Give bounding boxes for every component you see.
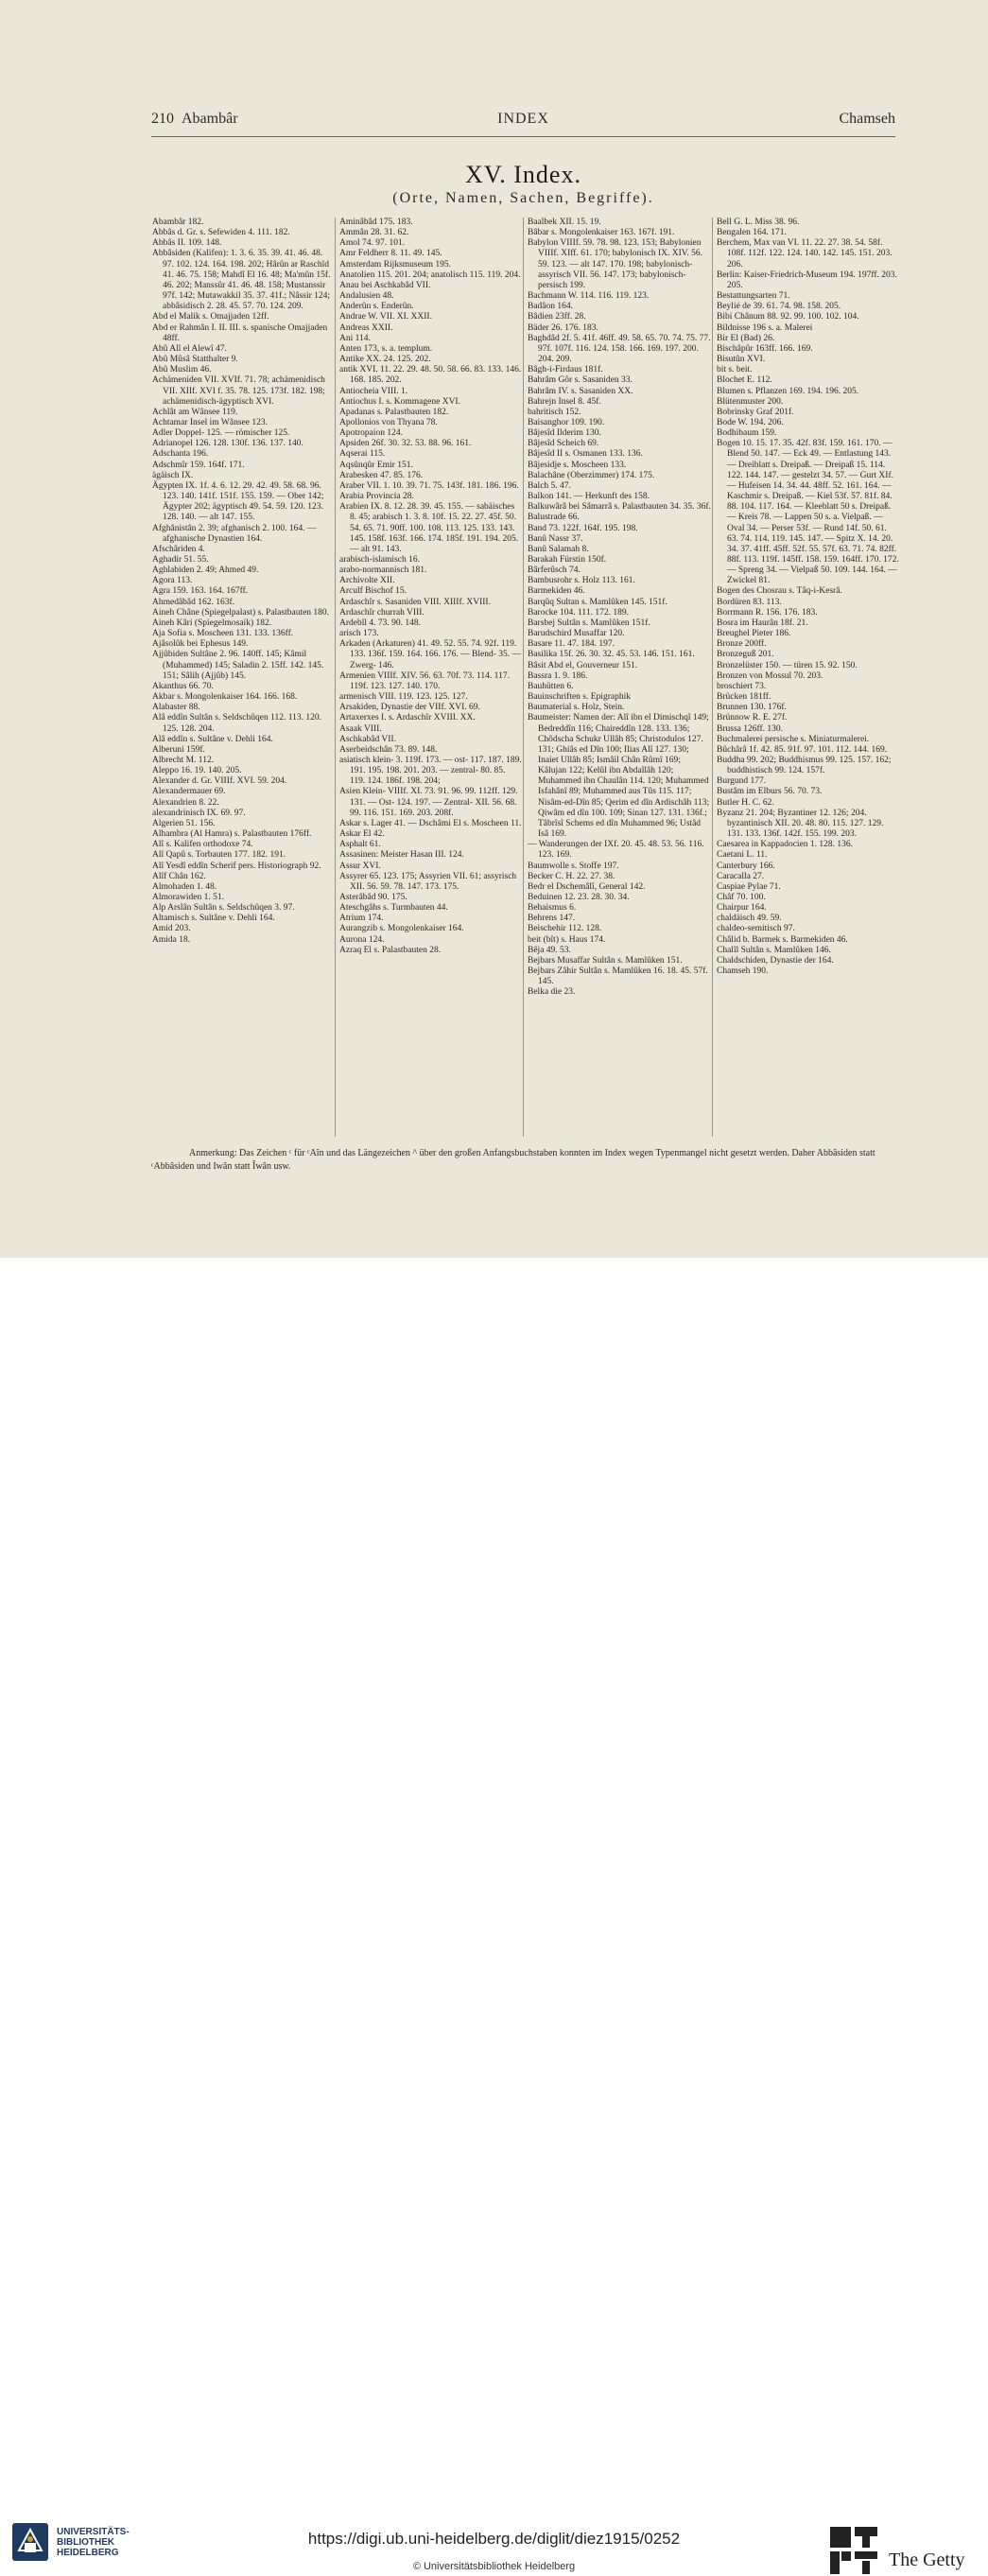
index-entry: Bordüren 83. 113. xyxy=(717,597,782,607)
index-entry: Ahmedâbâd 162. 163f. xyxy=(152,597,235,607)
index-subtitle: (Orte, Namen, Sachen, Begriffe). xyxy=(392,190,654,206)
index-entry: Baumaterial s. Holz, Stein. xyxy=(528,703,625,713)
index-entry: Bäder 26. 176. 183. xyxy=(528,322,598,333)
index-entry: Bischâpûr 163ff. 166. 169. xyxy=(717,343,813,354)
index-entry: Bedr el Dschemâlî, General 142. xyxy=(528,881,646,892)
index-entry: alexandrinisch IX. 69. 97. xyxy=(152,808,246,818)
index-entry: Baghdâd 2f. 5. 41f. 46ff. 49. 58. 65. 70. 74. 75. 77. 97f. 107f. 116. 124. 158. 166. 169. 197. 200. 204. 209. xyxy=(528,333,711,365)
index-entry: Brussa 126ff. 130. xyxy=(717,723,784,734)
index-entry: Chaldschiden, Dynastie der 164. xyxy=(717,955,834,966)
footnote: Anmerkung: Das Zeichen ᶜ für ᶜAîn und das Längezeichen ^ über den großen Anfangsbuchstaben konnten im Index wegen Typenmangel nicht gesetzt werden. Daher Abbâsiden statt ᶜAbbâsiden und Iwân statt Îwân usw. xyxy=(151,1148,875,1172)
index-entry: Bauinschriften s. Epigraphik xyxy=(528,692,631,703)
index-entry: Barqûq Sultan s. Mamlûken 145. 151f. xyxy=(528,597,667,607)
index-entry: Ardaschîr churrah VIII. xyxy=(339,607,425,618)
index-entry: Borrmann R. 156. 176. 183. xyxy=(717,607,818,618)
index-entry: Bildnisse 196 s. a. Malerei xyxy=(717,322,813,333)
index-entry: Aurona 124. xyxy=(339,934,385,945)
index-entry: Abû Alî el Alewî 47. xyxy=(152,343,227,354)
index-entry: Adrianopel 126. 128. 130f. 136. 137. 140. xyxy=(152,439,303,449)
index-entry: Baumwolle s. Stoffe 197. xyxy=(528,861,619,871)
index-entry: Atrium 174. xyxy=(339,914,384,924)
column-rule xyxy=(712,218,713,1137)
index-entry: Amida 18. xyxy=(152,934,191,945)
index-entry: Becker C. H. 22. 27. 38. xyxy=(528,871,615,881)
index-entry: Barakah Fürstin 150f. xyxy=(528,555,607,565)
index-entry: Assyrer 65. 123. 175; Assyrien VII. 61; assyrisch XII. 56. 59. 78. 147. 173. 175. xyxy=(339,871,517,892)
index-entry: Albrecht M. 112. xyxy=(152,755,215,765)
index-entry: Aghlabiden 2. 49; Ahmed 49. xyxy=(152,566,259,576)
index-entry: ägäisch IX. xyxy=(152,470,194,480)
index-entry: Asaak VIII. xyxy=(339,723,382,734)
index-entry: Arculf Bischof 15. xyxy=(339,586,407,597)
index-entry: Bronzen von Mossul 70. 203. xyxy=(717,670,823,681)
index-entry: Brunnen 130. 176f. xyxy=(717,703,787,713)
index-entry: Beylié de 39. 61. 74. 98. 158. 205. xyxy=(717,302,841,312)
index-entry: Andrae W. VII. XI. XXII. xyxy=(339,312,432,322)
index-entry: Bell G. L. Miss 38. 96. xyxy=(717,218,800,227)
index-entry: Archivolte XII. xyxy=(339,576,395,586)
index-entry: Blütenmuster 200. xyxy=(717,396,784,407)
index-entry: Bêja 49. 53. xyxy=(528,945,571,955)
index-entry: Apadanas s. Palastbauten 182. xyxy=(339,407,449,417)
index-entry: Chamseh 190. xyxy=(717,966,769,977)
index-entry: Bronzeguß 201. xyxy=(717,650,774,660)
index-entry: Caracalla 27. xyxy=(717,871,765,881)
page-number: 210 Abambâr xyxy=(151,111,238,127)
index-entry: Burgund 177. xyxy=(717,776,767,787)
index-entry: Bâsit Abd el, Gouverneur 151. xyxy=(528,660,638,670)
index-entry: Ateschgâhs s. Turmbauten 44. xyxy=(339,903,448,914)
index-entry: Bassra 1. 9. 186. xyxy=(528,670,588,681)
index-entry: Agra 159. 163. 164. 167ff. xyxy=(152,586,249,597)
index-entry: Anatolien 115. 201. 204; anatolisch 115. 119. 204. xyxy=(339,270,521,280)
index-entry: Alabaster 88. xyxy=(152,703,200,713)
index-entry: Aurangzib s. Mongolenkaiser 164. xyxy=(339,924,464,934)
index-entry: Apotropaion 124. xyxy=(339,428,404,439)
index-entry: Alhambra (Al Hamra) s. Palastbauten 176ff. xyxy=(152,829,312,840)
index-entry: Caetani L. 11. xyxy=(717,850,768,861)
index-entry: Châf 70. 100. xyxy=(717,893,766,902)
index-entry: Bâbar s. Mongolenkaiser 163. 167f. 191. xyxy=(528,228,675,238)
index-entry: Alexandrien 8. 22. xyxy=(152,797,219,808)
index-entry: beit (bît) s. Haus 174. xyxy=(528,934,606,945)
viewer-footer xyxy=(0,1258,988,2572)
index-entry: Antike XX. 24. 125. 202. xyxy=(339,355,431,365)
index-entry: Balch 5. 47. xyxy=(528,480,571,491)
index-column-4 xyxy=(717,218,900,1144)
index-entry: Bustâm im Elburs 56. 70. 73. xyxy=(717,787,823,797)
right-keyword: Chamseh xyxy=(839,111,895,127)
index-entry: chaldäisch 49. 59. xyxy=(717,914,782,924)
index-entry: Almohaden 1. 48. xyxy=(152,881,217,892)
index-entry: Basare 11. 47. 184. 197. xyxy=(528,639,615,650)
index-entry: Altamisch s. Sultâne v. Dehli 164. xyxy=(152,914,275,924)
index-entry: Bâjesîd Ilderim 130. xyxy=(528,428,601,439)
index-entry: Alberuni 159f. xyxy=(152,744,205,755)
index-entry: Chalîl Sultân s. Mamlûken 146. xyxy=(717,945,831,955)
index-entry: Aghadir 51. 55. xyxy=(152,555,209,565)
index-entry: Behrens 147. xyxy=(528,914,576,924)
index-entry: Baumeister: Namen der: Alî ibn el Dimischqî 149; Bedreddîn 116; Chaireddîn 128. 133. 136; Chôdscha Schukr Ullâh 85; Christodulos 127. 131; Ghiâs ed Dîn 100; Ilias Alî 127. 130; Inaiet Ullâh 85; Ismâil Chân Rûmî 169; Kâlujan 122; Kelûl ibn Abdallâh 120; Muhammed ibn Chaulân 114. 120; Muhammed Isfahânî 89; Muhammed aus Tûs 115. 117; Nisâm-ed-Dîn 85; Qerim ed dîn Ardischâh 113; Qiwâm ed dîn 100. 109; Sinan 127. 131. 136f.; Tâbrîsî Schems ed dîn Muhammed 96; Ustâd Isâ 169. xyxy=(528,713,710,840)
index-entry: chaldeo-semitisch 97. xyxy=(717,924,795,934)
index-entry: Abd er Rahmân I. II. III. s. spanische Omajjaden 48ff. xyxy=(152,322,328,343)
index-entry: Châlid b. Barmek s. Barmekiden 46. xyxy=(717,934,848,945)
index-entry: Arkaden (Arkaturen) 41. 49. 52. 55. 74. 92f. 119. 133. 136f. 159. 164. 166. 176. — Blend- 35. — Zwerg- 146. xyxy=(339,639,522,670)
index-entry: Chairpur 164. xyxy=(717,903,767,914)
index-entry: Adschanta 196. xyxy=(152,449,209,460)
index-entry: Abd el Malik s. Omajjaden 12ff. xyxy=(152,312,269,322)
index-entry: Anau bei Aschkabâd VII. xyxy=(339,280,431,290)
index-entry: Buddha 99. 202; Buddhismus 99. 125. 157. 162; buddhistisch 99. 124. 157f. xyxy=(717,755,892,776)
index-entry: Abambâr 182. xyxy=(152,218,204,227)
index-entry: Abbâsiden (Kalifen): 1. 3. 6. 35. 39. 41. 46. 48. 97. 102. 124. 164. 198. 202; Hârûn ar Raschîd 41. 46. 75. 158; Mahdî El 16. 48; Ma'mûn 15f. 46. 202; Manssûr 41. 46. 48. 158; Mustanssir 97f. 142; Mutawakkil 35. 37. 41f.; Nâssir 124; abbâsidisch 2. 28. 45. 57. 70. 124. 209. xyxy=(152,249,331,312)
index-entry: Alexandermauer 69. xyxy=(152,787,226,797)
index-entry: Alî Yesdî eddîn Scherif pers. Historiograph 92. xyxy=(152,861,321,871)
index-entry: Balachâne (Oberzimmer) 174. 175. xyxy=(528,470,655,480)
index-entry: Balkon 141. — Herkunft des 158. xyxy=(528,492,650,502)
index-entry: Bahrejn Insel 8. 45f. xyxy=(528,396,601,407)
index-entry: Behaismus 6. xyxy=(528,903,577,914)
index-entry: Berchem, Max van VI. 11. 22. 27. 38. 54. 58f. 108f. 112f. 122. 124. 140. 142. 145. 151. 203. 206. xyxy=(717,238,893,270)
index-entry: Adler Doppel- 125. — römischer 125. xyxy=(152,428,290,439)
index-entry: Algerien 51. 156. xyxy=(152,818,216,828)
index-entry: Ajâsolûk bei Ephesus 149. xyxy=(152,639,249,650)
index-entry: bit s. beit. xyxy=(717,365,753,375)
running-head xyxy=(151,111,895,133)
index-entry: Abû Mûsâ Statthalter 9. xyxy=(152,355,238,365)
index-entry: Arabia Provincia 28. xyxy=(339,492,414,502)
index-entry: Band 73. 122f. 164f. 195. 198. xyxy=(528,523,638,533)
index-entry: Antiochus I. s. Kommagene XVI. xyxy=(339,396,460,407)
copyright-notice: © Universitätsbibliothek Heidelberg xyxy=(412,2561,576,2572)
index-entry: Baalbek XII. 15. 19. xyxy=(528,218,601,227)
index-entry: broschiert 73. xyxy=(717,681,767,691)
index-entry: Barsbej Sultân s. Mamlûken 151f. xyxy=(528,618,650,628)
column-rule xyxy=(335,218,336,1137)
index-entry: Bobrinsky Graf 201f. xyxy=(717,407,794,417)
index-entry: Bachmann W. 114. 116. 119. 123. xyxy=(528,291,650,302)
index-entry: Askar El 42. xyxy=(339,829,385,840)
index-entry: Byzanz 21. 204; Byzantiner 12. 126; 204. byzantinisch XII. 20. 48. 80. 115. 127. 129. 131. 133. 136f. 142f. 155. 199. 203. xyxy=(717,808,884,840)
index-entry: Blumen s. Pflanzen 169. 194. 196. 205. xyxy=(717,386,859,396)
university-seal-icon xyxy=(11,2522,49,2562)
column-rule xyxy=(523,218,524,1137)
index-column-3 xyxy=(528,218,711,1144)
index-entry: Aqserai 115. xyxy=(339,449,386,460)
index-entry: Barmekiden 46. xyxy=(528,586,585,597)
index-entry: Ani 114. xyxy=(339,333,371,343)
index-entry: Bronze 200ff. xyxy=(717,639,767,650)
index-entry: Beduinen 12. 23. 28. 30. 34. xyxy=(528,893,630,902)
index-entry: Banû Nassr 37. xyxy=(528,533,583,544)
index-entry: Agora 113. xyxy=(152,576,193,586)
index-entry: Bogen des Chosrau s. Tâq-i-Kesrâ. xyxy=(717,586,842,597)
index-entry: Amid 203. xyxy=(152,924,191,934)
index-entry: arabo-normannisch 181. xyxy=(339,566,427,576)
ub-heidelberg-logo[interactable] xyxy=(11,2522,182,2569)
index-entry: Abû Muslim 46. xyxy=(152,365,212,375)
index-entry: Achämeniden VII. XVIf. 71. 78; achämenidisch VII. XIIf. XVI f. 35. 78. 125. 173f. 182. 198; achämenidisch-ägyptisch XVI. xyxy=(152,375,325,407)
index-entry: Aserbeidschân 73. 89. 148. xyxy=(339,744,438,755)
index-entry: Alp Arslân Sultân s. Seldschûqen 3. 97. xyxy=(152,903,295,914)
index-entry: Alâ eddîn s. Sultâne v. Dehli 164. xyxy=(152,734,273,744)
index-entry: Banû Salamah 8. xyxy=(528,544,589,554)
index-entry: Amr Feldherr 8. 11. 49. 145. xyxy=(339,249,442,259)
index-entry: Breughel Pieter 186. xyxy=(717,629,791,639)
index-entry: Askar s. Lager 41. — Dschâmi El s. Moscheen 11. xyxy=(339,818,522,828)
index-entry: antik XVI. 11. 22. 29. 48. 50. 58. 66. 83. 133. 146. 168. 185. 202. xyxy=(339,365,522,386)
getty-name: The Getty xyxy=(889,2550,965,2570)
index-entry: Badâon 164. xyxy=(528,302,574,312)
index-entry: Abbâs II. 109. 148. xyxy=(152,238,222,249)
index-entry: Berlin: Kaiser-Friedrich-Museum 194. 197ff. 203. 205. xyxy=(717,270,897,290)
index-entry: Aqsûnqûr Emir 151. xyxy=(339,460,413,470)
index-entry: Amsterdam Rijksmuseum 195. xyxy=(339,259,451,270)
index-entry: Aineh Kâri (Spiegelmosaik) 182. xyxy=(152,618,272,628)
index-entry: Bahrâm Gôr s. Sasaniden 33. xyxy=(528,375,633,386)
permalink-url[interactable]: https://digi.ub.uni-heidelberg.de/diglit/diez1915/0252 xyxy=(307,2530,681,2548)
index-entry: Bodhibaum 159. xyxy=(717,428,777,439)
index-entry: armenisch VIII. 119. 123. 125. 127. xyxy=(339,692,468,703)
index-entry: Akbar s. Mongolenkaiser 164. 166. 168. xyxy=(152,692,298,703)
index-entry: Barudschird Musaffar 120. xyxy=(528,629,625,639)
index-entry: Asterâbâd 90. 175. xyxy=(339,893,407,902)
index-entry: asiatisch klein- 3. 119f. 173. — ost- 117. 187. 189. 191. 195. 198. 201. 203. — zentral- 80. 85. 119. 124. 186f. 198. 204; xyxy=(339,755,522,787)
head-rule xyxy=(151,136,895,137)
index-entry: Aschkabâd VII. xyxy=(339,734,396,744)
index-entry: Alexander d. Gr. VIIIf. XVI. 59. 204. xyxy=(152,776,287,787)
index-entry: Bambusrohr s. Holz 113. 161. xyxy=(528,576,635,586)
index-entry: Bâjesîd II s. Osmanen 133. 136. xyxy=(528,449,643,460)
scanned-page xyxy=(0,0,988,1258)
index-entry: Bahrâm IV. s. Sasaniden XX. xyxy=(528,386,633,396)
index-entry: Bengalen 164. 171. xyxy=(717,228,787,238)
index-entry: Ardaschîr s. Sasaniden VIII. XIIIf. XVIII. xyxy=(339,597,491,607)
index-entry: Bâjesîd Scheich 69. xyxy=(528,439,599,449)
index-entry: Aineh Châne (Spiegelpalast) s. Palastbauten 180. xyxy=(152,607,330,618)
index-entry: Araber VII. 1. 10. 39. 71. 75. 143f. 181. 186. 196. xyxy=(339,480,519,491)
index-entry: Bir El (Bad) 26. xyxy=(717,333,775,343)
index-entry: Andreas XXII. xyxy=(339,322,393,333)
index-title: XV. Index. xyxy=(465,161,581,188)
index-entry: Assur XVI. xyxy=(339,861,381,871)
library-name: UNIVERSITÄTS- BIBLIOTHEK HEIDELBERG xyxy=(57,2527,130,2558)
index-entry: Basilika 15f. 26. 30. 32. 45. 53. 146. 151. 161. xyxy=(528,650,695,660)
index-entry: Bauhütten 6. xyxy=(528,681,574,691)
index-entry: Aleppo 16. 19. 140. 205. xyxy=(152,766,242,776)
index-entry: Bisutûn XVI. xyxy=(717,355,766,365)
index-entry: Blochet E. 112. xyxy=(717,375,772,386)
index-entry: Arsakiden, Dynastie der VIIf. XVI. 69. xyxy=(339,703,480,713)
index-entry: Afschâriden 4. xyxy=(152,544,205,554)
index-entry: Ardebîl 4. 73. 90. 148. xyxy=(339,618,422,628)
index-entry: Bâgh-i-Firdaus 181f. xyxy=(528,365,603,375)
index-entry: Balustrade 66. xyxy=(528,513,580,523)
index-entry: Arabien IX. 8. 12. 28. 39. 45. 155. — sabäisches 8. 45; arabisch 1. 3. 8. 10f. 15. 22. 27. 45f. 50. 54. 65. 71. 90ff. 100. 108. 113. 125. 133. 143. 145. 158f. 163f. 166. 174. 185f. 191. 194. 205. — alt 91. 143. xyxy=(339,502,519,554)
index-column-1 xyxy=(152,218,336,1144)
index-entry: Aminâbâd 175. 183. xyxy=(339,218,413,227)
index-entry: Bronzelüster 150. — türen 15. 92. 150. xyxy=(717,660,858,670)
index-entry: arabisch-islamisch 16. xyxy=(339,555,420,565)
index-entry: Assasinen: Meister Hasan III. 124. xyxy=(339,850,464,861)
index-entry: Beischehir 112. 128. xyxy=(528,924,602,934)
index-entry: Brünnow R. E. 27f. xyxy=(717,713,788,723)
index-entry: Balkuwârâ bei Sâmarrâ s. Palastbauten 34. 35. 36f. xyxy=(528,502,711,513)
index-entry: Bûchârâ 1f. 42. 85. 91f. 97. 101. 112. 144. 169. xyxy=(717,744,888,755)
index-entry: Azraq El s. Palastbauten 28. xyxy=(339,945,442,955)
index-entry: Bogen 10. 15. 17. 35. 42f. 83f. 159. 161. 170. — Blend 50. 147. — Eck 49. — Entlastung 143. — Dreiblatt s. Dreipaß. — Dreipaß 15. 114. 122. 144. 147. — gestelzt 34. 57. — Gurt XIf. — Hufeisen 14. 34. 44. 48ff. 52. 161. 164. — Kaschmir s. Dreipaß. — Kiel 53f. 57. 81f. 84. 88. 104. 117. 164. — Kleeblatt 50 s. Dreipaß. — Kreis 78. — Lappen 50 s. a. Vielpaß. — Oval 34. — Perser 53f. — Rund 14f. 50. 61. 63. 74. 114. 119. 145. 147. — Spitz X. 14. 20. 34. 37. 41ff. 45ff. 52f. 55. 57f. 63. 71. 74. 82ff. 88f. 113. 119f. 145ff. 158. 159. 164ff. 170. 172. — Spreng 34. — Vielpaß 50. 109. 144. 164. — Zwickel 81. xyxy=(717,439,899,586)
index-entry: Anderûn s. Enderûn. xyxy=(339,302,414,312)
index-entry: Bestattungsarten 71. xyxy=(717,291,790,302)
index-entry: Arabesken 47. 85. 176. xyxy=(339,470,424,480)
index-entry: Apollonios von Thyana 78. xyxy=(339,417,438,427)
left-keyword: Abambâr xyxy=(182,111,238,127)
index-entry: Bârferûsch 74. xyxy=(528,566,581,576)
index-entry: — Wanderungen der IXf. 20. 45. 48. 53. 56. 116. 123. 169. xyxy=(528,840,704,861)
index-entry: Andalusien 48. xyxy=(339,291,394,302)
index-entry: Ammân 28. 31. 62. xyxy=(339,228,409,238)
index-entry: Antiocheia VIII. 1. xyxy=(339,386,408,396)
index-entry: Almorawiden 1. 51. xyxy=(152,893,224,902)
index-entry: Asphalt 61. xyxy=(339,840,381,850)
index-entry: Baisanghor 109. 190. xyxy=(528,417,605,427)
index-entry: Armenien VIIIf. XIV. 56. 63. 70f. 73. 114. 117. 119f. 123. 127. 140. 170. xyxy=(339,670,510,691)
index-entry: Belka die 23. xyxy=(528,987,576,998)
index-entry: Aja Sofia s. Moscheen 131. 133. 136ff. xyxy=(152,629,294,639)
index-entry: Bâdien 23ff. 28. xyxy=(528,312,586,322)
index-entry: Artaxerxes I. s. Ardaschîr XVIII. XX. xyxy=(339,713,476,723)
index-entry: Ajjûbiden Sultâne 2. 96. 140ff. 145; Kâmil (Muhammed) 145; Saladin 2. 15ff. 142. 145. 151; Sâlih (Ajjûb) 145. xyxy=(152,650,324,681)
index-entry: Bosra im Haurân 18f. 21. xyxy=(717,618,808,628)
index-entry: Butler H. C. 62. xyxy=(717,797,774,808)
index-column-2 xyxy=(339,218,523,1144)
index-entry: Canterbury 166. xyxy=(717,861,775,871)
index-entry: Adschmîr 159. 164f. 171. xyxy=(152,460,245,470)
index-entry: Alâ eddîn Sultân s. Seldschûqen 112. 113. 120. 125. 128. 204. xyxy=(152,713,321,734)
index-entry: Asien Klein- VIIIf. XI. 73. 91. 96. 99. 112ff. 129. 131. — Ost- 124. 197. — Zentral- XII. 56. 68. 99. 116. 151. 169. 203. 208f. xyxy=(339,787,518,818)
index-entry: Bibi Chânum 88. 92. 99. 100. 102. 104. xyxy=(717,312,859,322)
index-entry: Anten 173, s. a. templum. xyxy=(339,343,433,354)
index-entry: Caesarea in Kappadocien 1. 128. 136. xyxy=(717,840,854,850)
index-entry: Amol 74. 97. 101. xyxy=(339,238,406,249)
index-entry: Brücken 181ff. xyxy=(717,692,771,703)
index-entry: Babylon VIIIf. 59. 78. 98. 123. 153; Babylonien VIIIf. XIff. 61. 170; babylonisch IX. XIV. 56. 59. 123. — alt 147. 170. 198; babylonisch-assyrisch VII. 56. 147. 173; babylonisch-persisch 199. xyxy=(528,238,703,290)
index-entry: Caspiae Pylae 71. xyxy=(717,881,781,892)
index-entry: Akanthus 66. 70. xyxy=(152,681,214,691)
running-head-title: INDEX xyxy=(497,111,549,127)
index-entry: Alî Qapû s. Torbauten 177. 182. 191. xyxy=(152,850,286,861)
index-entry: Bejbars Musaffar Sultân s. Mamlûken 151. xyxy=(528,955,683,966)
index-entry: Barocke 104. 111. 172. 189. xyxy=(528,607,629,618)
getty-logo-icon[interactable] xyxy=(828,2525,879,2576)
index-entry: Bejbars Zâhir Sultân s. Mamlûken 16. 18. 45. 57f. 145. xyxy=(528,966,708,987)
index-entry: Bâjesidje s. Moscheen 133. xyxy=(528,460,627,470)
index-entry: Achlât am Wânsee 119. xyxy=(152,407,238,417)
index-entry: Apsiden 26f. 30. 32. 53. 88. 96. 161. xyxy=(339,439,472,449)
index-entry: Ägypten IX. 1f. 4. 6. 12. 29. 42. 49. 58. 68. 96. 123. 140. 141f. 151f. 155. 159. — Ober 142; Ägypter 202; ägyptisch 49. 54. 59. 120. 123. 128. 140. — alt 147. 155. xyxy=(152,480,324,523)
index-entry: Buchmalerei persische s. Miniaturmalerei. xyxy=(717,734,870,744)
index-entry: Achtamar Insel im Wânsee 123. xyxy=(152,417,268,427)
index-entry: Bode W. 194. 206. xyxy=(717,417,784,427)
index-entry: Alîf Chân 162. xyxy=(152,871,206,881)
index-entry: Afghânistân 2. 39; afghanisch 2. 100. 164. — afghanische Dynastien 164. xyxy=(152,523,317,544)
index-entry: bahritisch 152. xyxy=(528,407,581,417)
index-entry: arisch 173. xyxy=(339,629,379,639)
index-entry: Alî s. Kalifen orthodoxe 74. xyxy=(152,840,253,850)
index-entry: Abbâs d. Gr. s. Sefewiden 4. 111. 182. xyxy=(152,228,290,238)
